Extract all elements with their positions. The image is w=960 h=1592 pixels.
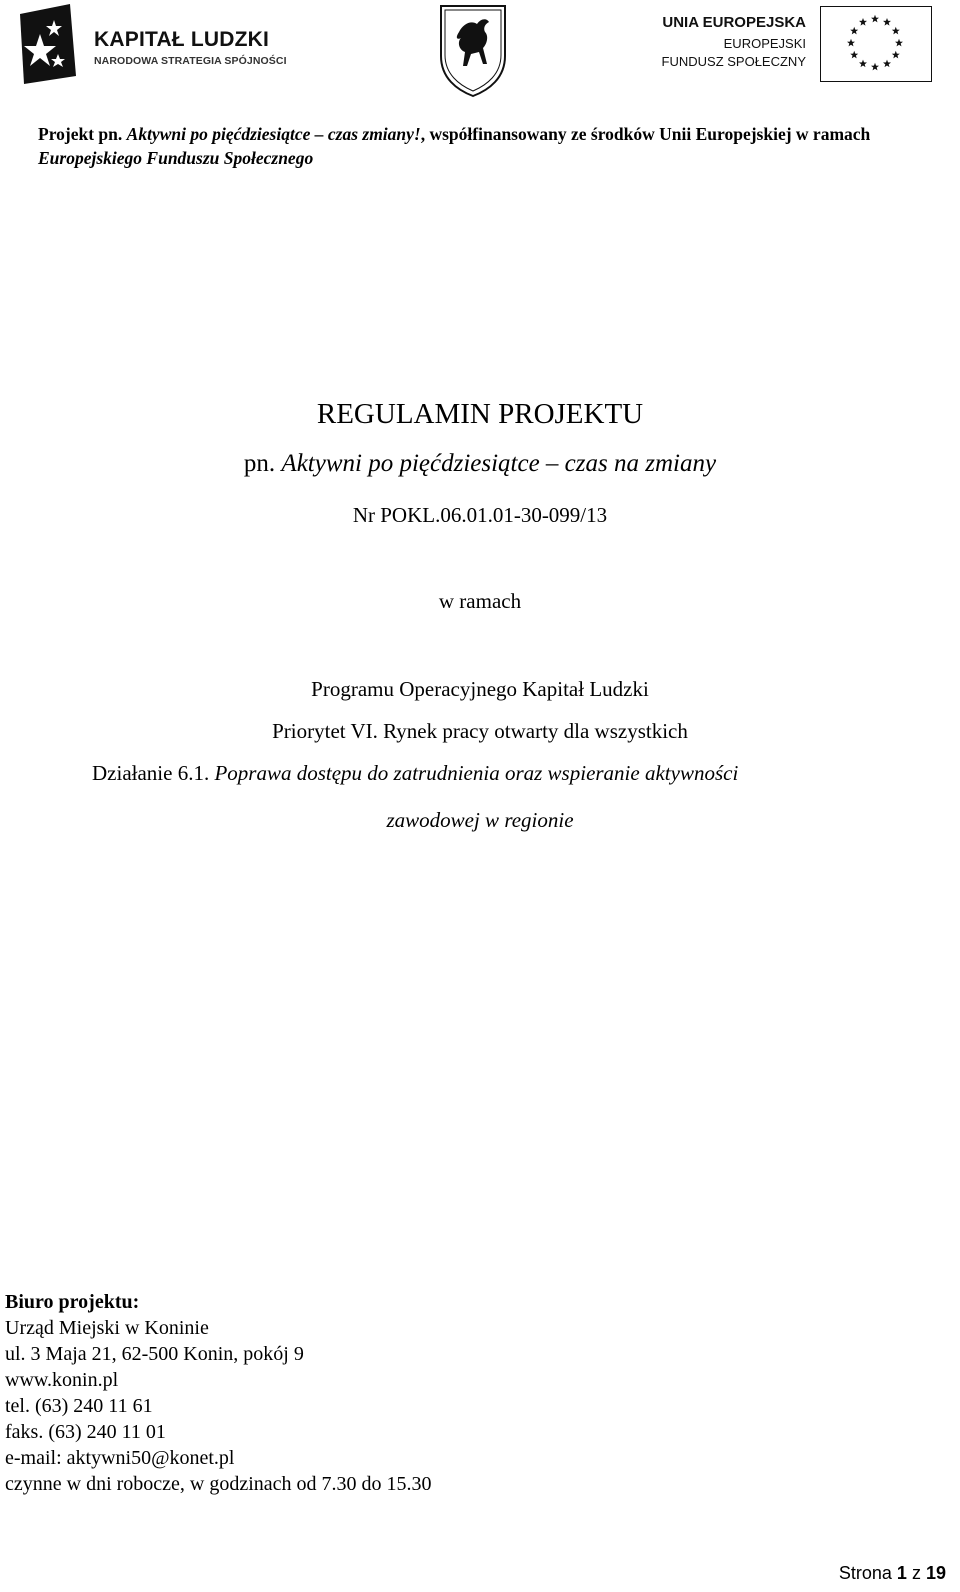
eu-fund-line1: EUROPEJSKI bbox=[723, 36, 806, 51]
eu-flag-icon bbox=[821, 7, 930, 80]
project-name-prefix: pn. bbox=[243, 450, 282, 477]
office-website: www.konin.pl bbox=[5, 1369, 119, 1391]
page-number bbox=[839, 1563, 946, 1584]
eu-star-icon bbox=[850, 27, 858, 35]
page-total: 19 bbox=[925, 1563, 946, 1583]
action-title: Poprawa dostępu do zatrudnienia oraz wspieranie aktywności bbox=[214, 761, 739, 785]
project-name bbox=[0, 450, 960, 478]
page-sep: z bbox=[911, 1563, 921, 1583]
priority-name: Priorytet VI. Rynek pracy otwarty dla wszystkich bbox=[272, 719, 688, 743]
action-title-continued: zawodowej w regionie bbox=[386, 808, 574, 832]
project-header-title: Aktywni po pięćdziesiątce – czas zmiany! bbox=[126, 124, 421, 144]
eu-star-icon bbox=[859, 60, 867, 68]
document-title: REGULAMIN PROJEKTU bbox=[316, 398, 644, 430]
office-heading: Biuro projektu: bbox=[5, 1291, 140, 1313]
eu-flag bbox=[820, 6, 932, 82]
action-line2 bbox=[0, 808, 960, 833]
action-prefix: Działanie 6.1. bbox=[92, 761, 215, 785]
page-current: 1 bbox=[896, 1563, 907, 1583]
eu-star-icon bbox=[850, 51, 858, 59]
project-header-fund: Europejskiego Funduszu Społecznego bbox=[38, 148, 314, 168]
eu-fund-line2: FUNDUSZ SPOŁECZNY bbox=[661, 54, 806, 69]
project-header-line1 bbox=[38, 124, 938, 145]
programme-name: Programu Operacyjnego Kapitał Ludzki bbox=[311, 677, 649, 701]
project-header-line2 bbox=[38, 148, 938, 169]
project-number: Nr POKL.06.01.01-30-099/13 bbox=[352, 503, 608, 527]
project-header-prefix: Projekt pn. bbox=[38, 124, 127, 144]
coat-of-arms-horse-icon bbox=[437, 2, 509, 98]
office-email: e-mail: aktywni50@konet.pl bbox=[5, 1447, 235, 1469]
eu-star-icon bbox=[883, 60, 891, 68]
office-fax: faks. (63) 240 11 01 bbox=[5, 1421, 166, 1443]
office-address: ul. 3 Maja 21, 62-500 Konin, pokój 9 bbox=[5, 1343, 304, 1365]
eu-star-icon bbox=[871, 15, 879, 23]
kapital-ludzki-logo bbox=[18, 4, 288, 86]
office-hours: czynne w dni robocze, w godzinach od 7.30 do 15.30 bbox=[5, 1473, 432, 1495]
eu-title: UNIA EUROPEJSKA bbox=[662, 14, 806, 31]
eu-star-icon bbox=[859, 18, 867, 26]
coat-of-arms bbox=[437, 2, 509, 98]
office-phone: tel. (63) 240 11 61 bbox=[5, 1395, 153, 1417]
eu-star-icon bbox=[847, 39, 855, 47]
kapital-ludzki-title: KAPITAŁ LUDZKI bbox=[94, 28, 270, 51]
kapital-ludzki-subtitle: NARODOWA STRATEGIA SPÓJNOŚCI bbox=[94, 55, 287, 67]
eu-star-icon bbox=[871, 63, 879, 71]
eu-star-icon bbox=[895, 39, 903, 47]
page-label: Strona bbox=[838, 1563, 892, 1583]
action-line1 bbox=[92, 761, 738, 786]
eu-star-icon bbox=[892, 27, 900, 35]
eu-logo bbox=[656, 6, 932, 86]
w-ramach-label: w ramach bbox=[438, 589, 522, 613]
eu-star-icon bbox=[883, 18, 891, 26]
kapital-ludzki-logo-icon bbox=[18, 4, 88, 86]
project-header-suffix: , współfinansowany ze środków Unii Europejskiej w ramach bbox=[420, 124, 871, 144]
project-name-italic: Aktywni po pięćdziesiątce – czas na zmiany bbox=[281, 450, 717, 477]
office-name: Urząd Miejski w Koninie bbox=[5, 1317, 209, 1339]
eu-star-icon bbox=[892, 51, 900, 59]
